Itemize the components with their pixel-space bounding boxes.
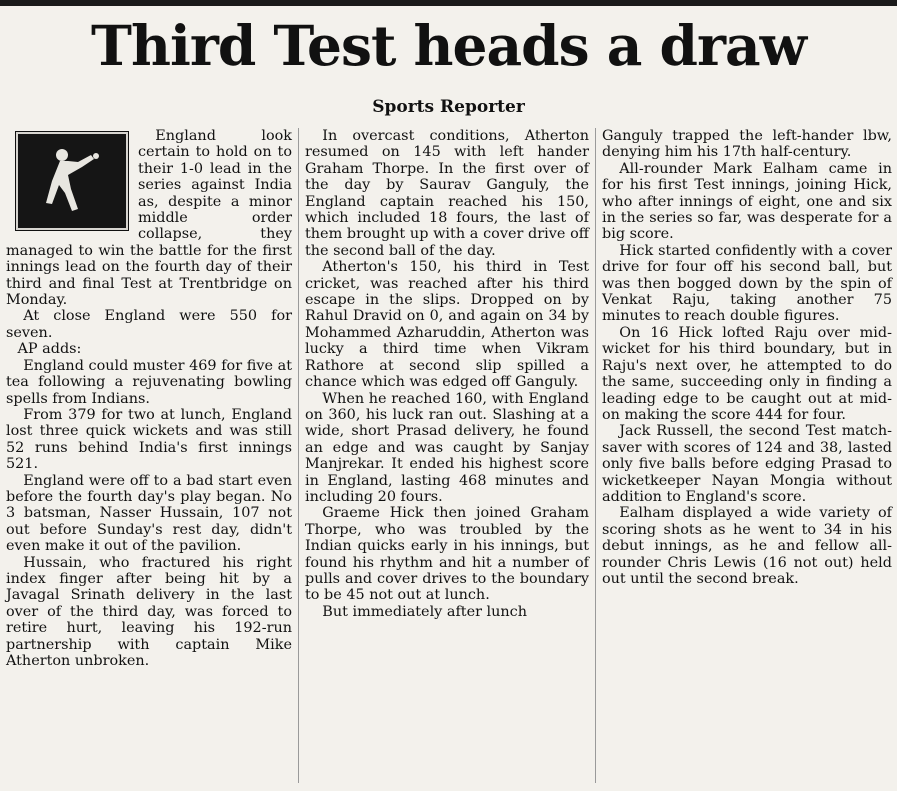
paragraph: Jack Russell, the second Test match-saver with scores of 124 and 38, lasted only five balls before edging Prasad to wicketkeeper Nayan Mongia without addition to England's score. <box>602 423 892 505</box>
column-divider <box>298 128 299 783</box>
headline: Third Test heads a draw <box>91 13 806 78</box>
paragraph: But immediately after lunch <box>322 603 528 620</box>
paragraph: On 16 Hick lofted Raju over mid-wicket for his third boundary, but in Raju's next over, he attempted to do the same, succeeding only in finding a leading edge to be caught out at mid-on making the score 444 for four. <box>602 324 892 423</box>
column-divider <box>595 128 596 783</box>
paragraph: England could muster 469 for five at tea following a rejuvenating bowling spells from Indians. <box>6 357 292 407</box>
article-column-2 <box>305 128 589 620</box>
article-column-3 <box>602 128 892 587</box>
paragraph: Ganguly trapped the left-hander lbw, denying him his 17th half-century. <box>602 128 892 161</box>
paragraph: All-rounder Mark Ealham came in for his first Test innings, joining Hick, who after innings of eight, one and six in the series so far, was desperate for a big score. <box>602 160 892 243</box>
paragraph: England look certain to hold on to their 1-0 lead in the series against India as, despite a minor middle order collapse, they managed to win the battle for the first innings lead on the fourth day of their third and final Test at Trentbridge on Monday. <box>6 128 292 309</box>
article-column-1 <box>6 128 292 669</box>
paragraph: Graeme Hick then joined Graham Thorpe, who was troubled by the Indian quicks early in his innings, but found his rhythm and hit a number of pulls and cover drives to the boundary to be 45 not out at lunch. <box>305 505 589 604</box>
paragraph: Atherton's 150, his third in Test cricket, was reached after his third escape in the slips. Dropped on by Rahul Dravid on 0, and again on 34 by Mohammed Azharuddin, Atherton was lucky a third time when Vikram Rathore at second slip spilled a chance which was edged off Ganguly. <box>305 259 589 391</box>
top-rule <box>0 0 897 6</box>
paragraph: At close England were 550 for seven. <box>6 308 292 341</box>
cricket-bowler-icon <box>16 132 128 230</box>
paragraph: Hussain, who fractured his right index finger after being hit by a Javagal Srinath delivery in the last over of the third day, was forced to retire hurt, leaving his 192-run partnership with captain Mike Atherton unbroken. <box>6 554 292 669</box>
paragraph: When he reached 160, with England on 360, his luck ran out. Slashing at a wide, short Prasad delivery, he found an edge and was caught by Sanjay Manjrekar. It ended his highest score in England, lasting 468 minutes and including 20 fours. <box>305 390 589 505</box>
byline: Sports Reporter <box>372 97 525 117</box>
paragraph: AP adds: <box>17 341 82 358</box>
paragraph: Ealham displayed a wide variety of scoring shots as he went to 34 in his debut innings, as he and fellow all-rounder Chris Lewis (16 not out) held out until the second break. <box>602 505 892 587</box>
paragraph: Hick started confidently with a cover drive for four off his second ball, but was then bogged down by the spin of Venkat Raju, taking another 75 minutes to reach double figures. <box>602 242 892 325</box>
paragraph: From 379 for two at lunch, England lost three quick wickets and was still 52 runs behind India's first innings 521. <box>6 406 292 473</box>
paragraph: In overcast conditions, Atherton resumed on 145 with left hander Graham Thorpe. In the first over of the day by Saurav Ganguly, the England captain reached his 150, which included 18 fours, the last of them brought up with a cover drive off the second ball of the day. <box>305 128 589 259</box>
paragraph: England were off to a bad start even before the fourth day's play began. No 3 batsman, Nasser Hussain, 107 not out before Sunday's rest day, didn't even make it out of the pavilion. <box>6 472 292 555</box>
